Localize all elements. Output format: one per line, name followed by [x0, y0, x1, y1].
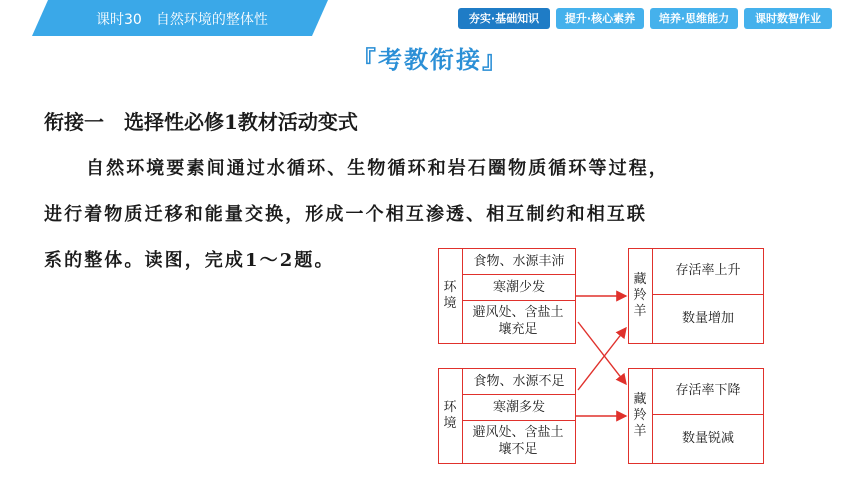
env-row: 寒潮多发 — [492, 400, 545, 415]
nav-tab-basics[interactable]: 夯实·基础知识 — [458, 8, 550, 29]
paragraph-line-3: 系的整体。读图，完成1～2题。 — [44, 250, 335, 271]
nav-tab-core-literacy[interactable]: 提升·核心素养 — [556, 8, 644, 29]
paragraph-line-2: 进行着物质迁移和能量交换，形成一个相互渗透、相互制约和相互联 — [44, 204, 647, 225]
antelope-row: 数量增加 — [681, 311, 734, 326]
heading: 衔接一 选择性必修1教材活动变式 — [44, 110, 358, 134]
antelope-row: 数量锐减 — [681, 431, 734, 446]
env-row: 食物、水源不足 — [473, 374, 565, 389]
section-title: 『考教衔接』 — [352, 45, 508, 74]
env-row: 避风处、含盐土壤不足 — [472, 425, 564, 457]
env-row: 避风处、含盐土壤充足 — [472, 305, 564, 337]
antelope-label: 藏羚羊 — [633, 272, 647, 319]
env-row: 寒潮少发 — [492, 280, 545, 295]
lesson-number: 课时30 — [96, 12, 142, 28]
lesson-title: 自然环境的整体性 — [155, 12, 268, 28]
env-label: 环境 — [443, 280, 457, 311]
arrows — [438, 244, 774, 470]
antelope-label: 藏羚羊 — [633, 392, 647, 439]
env-label: 环境 — [443, 400, 457, 431]
arrow-cross-down — [578, 322, 626, 384]
antelope-row: 存活率上升 — [675, 263, 741, 278]
nav-tab-homework[interactable]: 课时数智作业 — [744, 8, 832, 29]
arrow-cross-up — [578, 328, 626, 390]
nav-tab-thinking[interactable]: 培养·思维能力 — [650, 8, 738, 29]
environment-diagram — [438, 244, 774, 470]
paragraph-line-1: 自然环境要素间通过水循环、生物循环和岩石圈物质循环等过程， — [86, 158, 669, 179]
env-row: 食物、水源丰沛 — [473, 254, 565, 269]
lesson-info — [96, 9, 282, 29]
antelope-row: 存活率下降 — [675, 383, 741, 398]
